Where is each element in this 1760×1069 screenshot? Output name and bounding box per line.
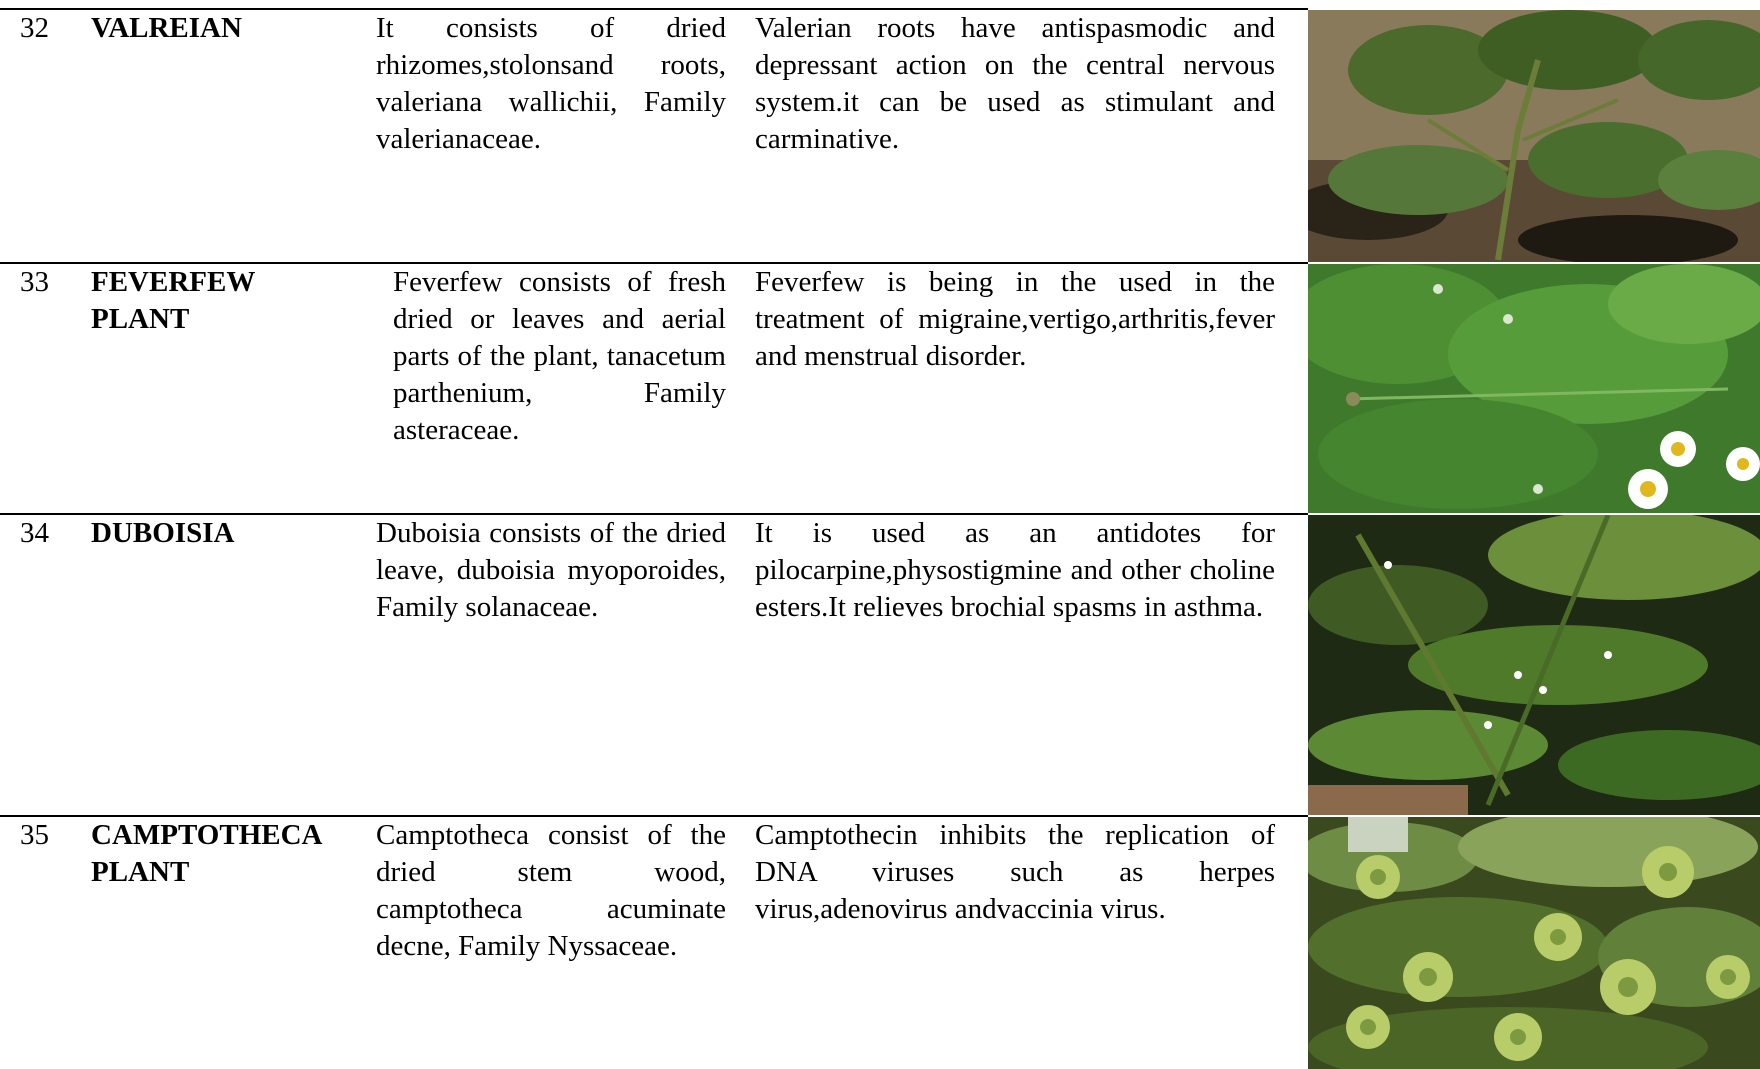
duboisia-plant-image [1308, 515, 1760, 815]
feverfew-plant-image [1308, 264, 1760, 513]
plant-composition: It consists of dried rhizomes,stolonsand roots, valeriana wallichii, Family valerianaceae. [376, 12, 726, 155]
row-number: 34 [20, 517, 49, 549]
plant-uses: It is used as an antidotes for pilocarpine,physostigmine and other choline esters.It relieves brochial spasms in asthma. [755, 517, 1275, 623]
plant-name: FEVERFEW PLANT [91, 266, 255, 335]
plant-name: DUBOISIA [91, 517, 235, 549]
plant-name: CAMPTOTHECA PLANT [91, 819, 321, 888]
plant-uses: Valerian roots have antispasmodic and depressant action on the central nervous system.it can be used as stimulant and carminative. [755, 12, 1275, 155]
row-number: 35 [20, 819, 49, 851]
row-number: 32 [20, 12, 49, 44]
valerian-plant-image [1308, 10, 1760, 262]
camptotheca-plant-image [1308, 817, 1760, 1069]
plant-uses: Feverfew is being in the used in the treatment of migraine,vertigo,arthritis,fever and menstrual disorder. [755, 266, 1275, 372]
plant-composition: Camptotheca consist of the dried stem wood, camptotheca acuminate decne, Family Nyssaceae. [376, 819, 726, 962]
plant-composition: Duboisia consists of the dried leave, duboisia myoporoides, Family solanaceae. [376, 517, 726, 623]
plant-composition: Feverfew consists of fresh dried or leaves and aerial parts of the plant, tanacetum parthenium, Family asteraceae. [393, 266, 726, 446]
row-number: 33 [20, 266, 49, 298]
plant-name: VALREIAN [91, 12, 242, 44]
plant-uses: Camptothecin inhibits the replication of DNA viruses such as herpes virus,adenovirus andvaccinia virus. [755, 819, 1275, 925]
